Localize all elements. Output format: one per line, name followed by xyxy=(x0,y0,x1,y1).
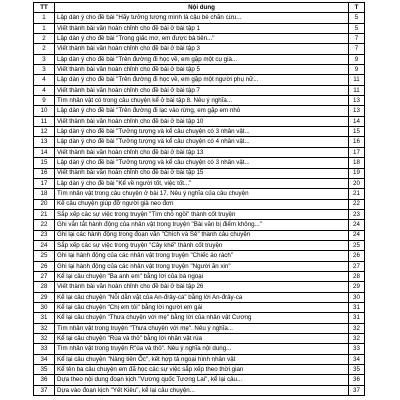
row-content: Viết thành bài văn hoàn chỉnh cho đề bài ở bài tập 1 xyxy=(55,23,349,33)
row-number: 24 xyxy=(34,240,55,250)
table-row xyxy=(34,251,365,261)
row-number: 32 xyxy=(34,323,55,333)
row-content: Sắp xếp các sự việc trong truyện "Tìm chỗ ngồi" thành cốt truyện xyxy=(55,209,349,219)
row-content: Sắp xếp các sự việc trong truyện "Cây khế" thành cốt truyện xyxy=(55,240,349,250)
row-content: Kể câu chuyện giúp đỡ người già neo đơn xyxy=(55,199,349,209)
table-row xyxy=(34,323,365,333)
row-number: 16 xyxy=(34,168,55,178)
table-row xyxy=(34,220,365,230)
table-row xyxy=(34,209,365,219)
row-page: 34 xyxy=(349,354,365,364)
row-page: 19 xyxy=(349,168,365,178)
row-content: Tìm nhân vật trong truyện R"ùa và thỏ". Nêu ý nghĩa nội dung... xyxy=(55,344,349,354)
row-number: 12 xyxy=(34,127,55,137)
row-page: 24 xyxy=(349,230,365,240)
table-row xyxy=(34,85,365,95)
row-number: 26 xyxy=(34,261,55,271)
table-row xyxy=(34,116,365,126)
row-content: Kể lại câu chuyện "Nàng tiên Ốc", kết hợp tả ngoại hình nhân vật xyxy=(55,354,349,364)
row-number: 33 xyxy=(34,344,55,354)
row-number: 1 xyxy=(34,23,55,33)
table-row xyxy=(34,354,365,364)
row-page: 23 xyxy=(349,209,365,219)
row-number: 30 xyxy=(34,302,55,312)
table-row xyxy=(34,189,365,199)
row-content: Tìm nhân vật có trong câu chuyện kể ở bài tập 8. Nêu ý nghĩa... xyxy=(55,96,349,106)
row-number: 28 xyxy=(34,282,55,292)
header-tt: TT xyxy=(34,3,55,13)
row-content: Viết thành bài văn hoàn chỉnh cho đề bài ở bài tập 13 xyxy=(55,147,349,157)
row-content: Lập dàn ý cho đề bài "Trên đường đi học về, em gặp một cụ già... xyxy=(55,54,349,64)
row-page: 26 xyxy=(349,251,365,261)
row-content: Viết thành bài văn hoàn chỉnh cho đề bài ở bài tập 3 xyxy=(55,44,349,54)
row-page: 16 xyxy=(349,137,365,147)
table-body xyxy=(34,13,365,396)
table-row xyxy=(34,75,365,85)
row-number: 2 xyxy=(34,34,55,44)
row-page: 29 xyxy=(349,282,365,292)
row-number: 13 xyxy=(34,137,55,147)
row-number: 29 xyxy=(34,292,55,302)
row-number: 25 xyxy=(34,251,55,261)
row-page: 13 xyxy=(349,96,365,106)
row-content: Dựa vào đoạn kịch "Yết Kiêu", kể lại câu chuyện... xyxy=(55,385,349,395)
row-number: 4 xyxy=(34,85,55,95)
table-row xyxy=(34,34,365,44)
row-content: Lập dàn ý cho đề bài "Trên đường đi học về, em gặp một người phụ nữ... xyxy=(55,75,349,85)
table-row xyxy=(34,334,365,344)
table-row xyxy=(34,137,365,147)
row-page: 28 xyxy=(349,271,365,281)
row-content: Lập dàn ý cho đề bài "Tưởng tượng và kể câu chuyện có 3 nhân vật... xyxy=(55,158,349,168)
row-content: Viết thành bài văn hoàn chỉnh cho đề bài ở bài tập 5 xyxy=(55,65,349,75)
table-row xyxy=(34,23,365,33)
row-number: 27 xyxy=(34,271,55,281)
row-number: 31 xyxy=(34,313,55,323)
row-page: 5 xyxy=(349,23,365,33)
row-page: 31 xyxy=(349,302,365,312)
row-page: 22 xyxy=(349,199,365,209)
row-number: 23 xyxy=(34,230,55,240)
row-content: Tìm nhân vật trong truyện "Thưa chuyện với mẹ". Nêu ý nghĩa... xyxy=(55,323,349,333)
row-number: 21 xyxy=(34,209,55,219)
row-content: Ghi lại hành động của các nhân vật trong truyện "Chiếc áo rách" xyxy=(55,251,349,261)
table-row xyxy=(34,65,365,75)
row-number: 14 xyxy=(34,147,55,157)
row-page: 21 xyxy=(349,189,365,199)
table-row xyxy=(34,44,365,54)
table-row xyxy=(34,375,365,385)
row-page: 13 xyxy=(349,106,365,116)
table-row xyxy=(34,344,365,354)
row-page: 9 xyxy=(349,65,365,75)
table-row xyxy=(34,199,365,209)
row-content: Viết thành bài văn hoàn chỉnh cho đề bài ở bài tập 10 xyxy=(55,116,349,126)
table-row xyxy=(34,96,365,106)
row-content: Lập dàn ý cho đề bài "Tưởng tượng và kể câu chuyện có 3 nhân vật... xyxy=(55,127,349,137)
row-page: 17 xyxy=(349,147,365,157)
row-page: 15 xyxy=(349,127,365,137)
row-content: Kể lại câu chuyện "Nỗi dằn vặt của An-đrây-ca" bằng lời An-đrây-ca xyxy=(55,292,349,302)
row-content: Dựa theo nội dung đoạn kịch "Vương quốc Tương Lai", kể lại câu... xyxy=(55,375,349,385)
row-number: 3 xyxy=(34,54,55,64)
row-page: 31 xyxy=(349,313,365,323)
row-number: 20 xyxy=(34,199,55,209)
row-number: 4 xyxy=(34,75,55,85)
row-number: 17 xyxy=(34,178,55,188)
table-row xyxy=(34,127,365,137)
row-page: 35 xyxy=(349,365,365,375)
row-number: 37 xyxy=(34,385,55,395)
row-content: Kể lại câu chuyện "Rùa và thỏ" bằng lời nhân vật rùa xyxy=(55,334,349,344)
row-content: Ghi lại hành động của các nhân vật trong truyện "Người ăn xin" xyxy=(55,261,349,271)
row-content: Lập dàn ý cho đề bài "Trong giấc mơ, em được bà tiên..." xyxy=(55,34,349,44)
row-page: 7 xyxy=(349,44,365,54)
table-row xyxy=(34,13,365,23)
table-row xyxy=(34,365,365,375)
row-number: 18 xyxy=(34,189,55,199)
row-number: 1 xyxy=(34,13,55,23)
row-content: Lập dàn ý cho đề bài "Tưởng tượng và kể câu chuyện có 4 nhân vật... xyxy=(55,137,349,147)
table-row xyxy=(34,54,365,64)
table-row xyxy=(34,385,365,395)
row-content: Lập dàn ý cho đề bài "Hãy tưởng tượng mình là cậu bé chăn cừu... xyxy=(55,13,349,23)
table-row xyxy=(34,158,365,168)
row-number: 9 xyxy=(34,96,55,106)
row-page: 9 xyxy=(349,54,365,64)
row-page: 37 xyxy=(349,385,365,395)
row-content: Kể lại câu chuyện "Thưa chuyện với mẹ" bằng lời của nhân vật Cương xyxy=(55,313,349,323)
row-content: Kể tên ba câu chuyện em đã học các sự việc sắp xếp theo thời gian xyxy=(55,365,349,375)
table-row xyxy=(34,261,365,271)
table-row xyxy=(34,292,365,302)
row-number: 2 xyxy=(34,44,55,54)
row-page: 11 xyxy=(349,85,365,95)
row-number: 10 xyxy=(34,106,55,116)
row-page: 27 xyxy=(349,261,365,271)
table-row xyxy=(34,106,365,116)
row-number: 35 xyxy=(34,365,55,375)
row-number: 3 xyxy=(34,65,55,75)
row-number: 32 xyxy=(34,334,55,344)
table-row xyxy=(34,271,365,281)
row-page: 36 xyxy=(349,375,365,385)
row-page: 24 xyxy=(349,220,365,230)
row-page: 25 xyxy=(349,240,365,250)
table-of-contents xyxy=(33,2,365,396)
row-number: 22 xyxy=(34,220,55,230)
row-number: 15 xyxy=(34,158,55,168)
row-number: 34 xyxy=(34,354,55,364)
header-page: T xyxy=(349,3,365,13)
row-page: 14 xyxy=(349,116,365,126)
row-number: 11 xyxy=(34,116,55,126)
table-header-row xyxy=(34,3,365,13)
row-content: Viết thành bài văn hoàn chỉnh cho đề bài ở bài tập 7 xyxy=(55,85,349,95)
table-row xyxy=(34,282,365,292)
row-content: Viết thành bài văn hoàn chỉnh cho đề bài ở bài tập 26 xyxy=(55,282,349,292)
table-row xyxy=(34,168,365,178)
row-page: 32 xyxy=(349,323,365,333)
row-page: 30 xyxy=(349,292,365,302)
row-content: Kể lại câu chuyện "Ba anh em" bằng lời của bà ngoại xyxy=(55,271,349,281)
row-content: Ghi lại các hành động trong đoạn văn "Chích và Sẻ" thành câu chuyện xyxy=(55,230,349,240)
table-row xyxy=(34,313,365,323)
table-row xyxy=(34,147,365,157)
table-row xyxy=(34,302,365,312)
row-page: 5 xyxy=(349,13,365,23)
table-row xyxy=(34,230,365,240)
row-content: Viết thành bài văn hoàn chỉnh cho đề bài ở bài tập 15 xyxy=(55,168,349,178)
row-page: 32 xyxy=(349,334,365,344)
row-content: Lập dàn ý cho đề bài "Kể về người tốt, việc tốt..." xyxy=(55,178,349,188)
row-content: Lập dàn ý cho đề bài "Trên đường đi lạc vào rừng, em gặp em nhỏ xyxy=(55,106,349,116)
row-content: Kể lại câu chuyện "Chị em tôi" bằng lời người em gái xyxy=(55,302,349,312)
header-content: Nội dung xyxy=(55,3,349,13)
row-page: 20 xyxy=(349,178,365,188)
table-row xyxy=(34,240,365,250)
row-content: Tìm nhân vật trong câu chuyện ở bài 17. Nêu ý nghĩa của câu chuyện xyxy=(55,189,349,199)
table-row xyxy=(34,178,365,188)
row-page: 33 xyxy=(349,344,365,354)
row-page: 7 xyxy=(349,34,365,44)
row-number: 36 xyxy=(34,375,55,385)
row-content: Ghi vắn tắt hành động của nhân vật trong truyện "Bài văn bị điểm không..." xyxy=(55,220,349,230)
row-page: 11 xyxy=(349,75,365,85)
row-page: 18 xyxy=(349,158,365,168)
